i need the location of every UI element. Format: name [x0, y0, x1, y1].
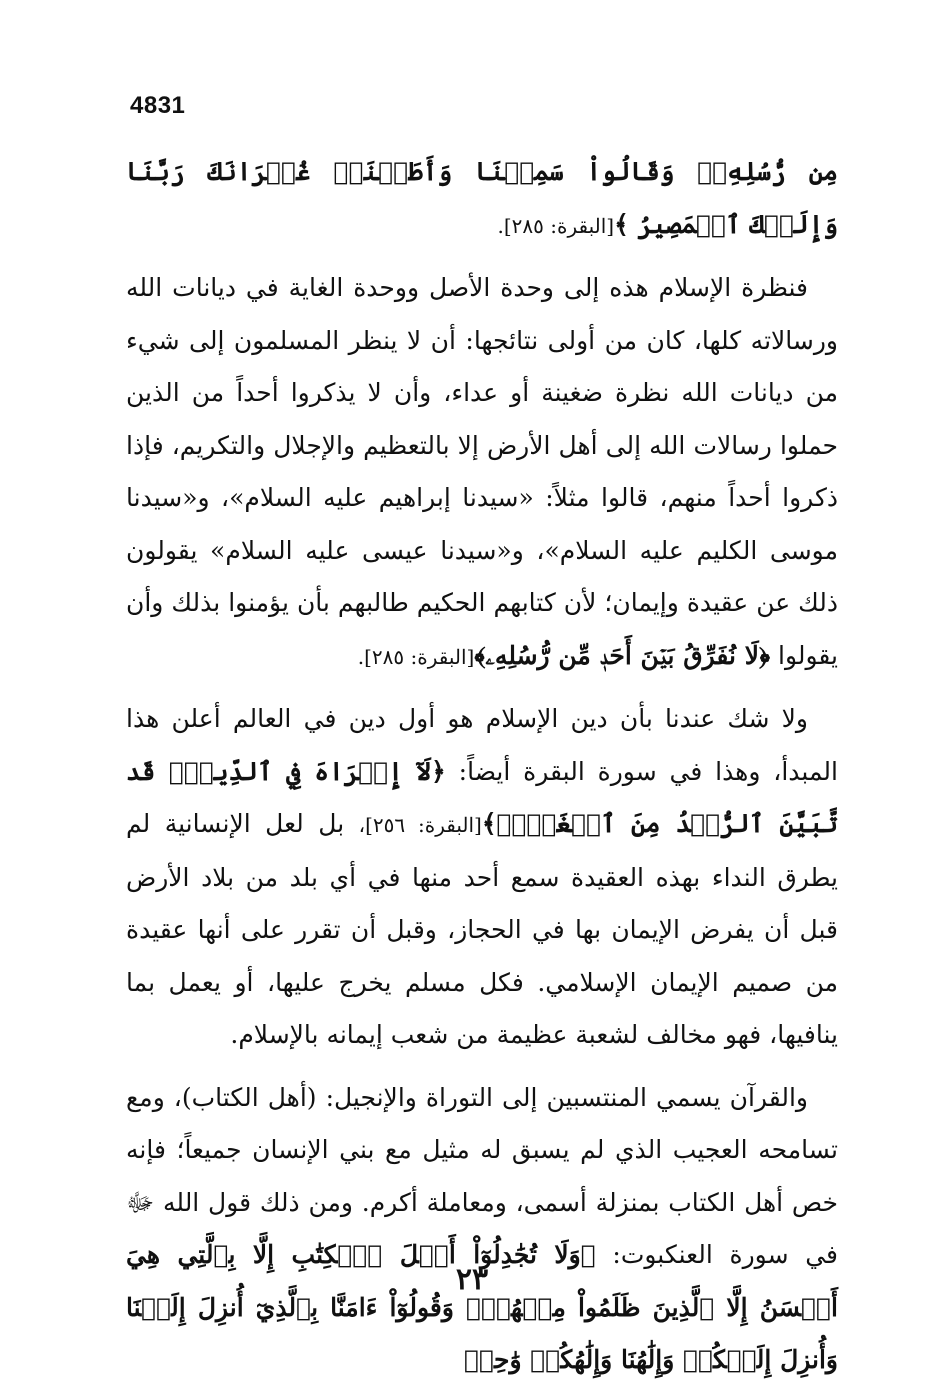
quran-verse: ﴿لَا نُفَرِّقُ بَيۡنَ أَحَدٖ مِّن رُّسُلِهِۦ﴾ [474, 640, 771, 670]
quran-verse: مِن رُّسُلِهِۦۚ وَقَالُواْ سَمِعۡنَا وَأَطَعۡنَاۖ غُفۡرَانَكَ رَبَّنَا وَإِلَيۡكَ ٱلۡمَصِيرُ ﴾ [126, 157, 838, 239]
paragraph-1 [126, 262, 838, 683]
paragraph-text: فنظرة الإسلام هذه إلى وحدة الأصل ووحدة الغاية في ديانات الله ورسالاته كلها، كان من أولى نتائجها: أن لا ينظر المسلمون إلى شيء من ديانات الله نظرة ضغينة أو عداء، وأن لا يذكروا أحداً من الذين حملوا رسالات الله إلى أهل الأرض إلا بالتعظيم والإجلال والتكريم، فإذا ذكروا أحداً منهم، قالوا مثلاً: «سيدنا إبراهيم عليه السلام»، و«سيدنا موسى الكليم عليه السلام»، و«سيدنا عيسى عليه السلام» يقولون ذلك عن عقيدة وإيمان؛ لأن كتابهم الحكيم طالبهم بأن يؤمنوا بذلك وأن يقولوا [126, 273, 838, 670]
paragraph-3 [126, 1072, 838, 1387]
paragraph-2 [126, 693, 838, 1062]
paragraph-verse-continuation [126, 146, 838, 252]
paragraph-text: بل لعل الإنسانية لم يطرق النداء بهذه العقيدة سمع أحد منها في أي بلد من بلاد الأرض قبل أن يفرض الإيمان بها في الحجاز، وقبل أن تقرر على أنها عقيدة من صميم الإيمان الإسلامي. فكل مسلم يخرج عليها، أو يعمل بما ينافيها، فهو مخالف لشعبة عظيمة من شعب إيمانه بالإسلام. [126, 809, 838, 1049]
page-id: 4831 [130, 92, 186, 119]
verse-reference: [البقرة: ٢٨٥]. [497, 213, 615, 238]
quran-verse: ﴿وَلَا تُجَٰدِلُوٓاْ أَهۡلَ ٱلۡكِتَٰبِ إِلَّا بِٱلَّتِي هِيَ أَحۡسَنُ إِلَّا ٱلَّذِينَ ظَلَمُواْ مِنۡهُمۡۖ وَقُولُوٓاْ ءَامَنَّا بِٱلَّذِيٓ أُنزِلَ إِلَيۡنَا وَأُنزِلَ إِلَيۡكُمۡ وَإِلَٰهُنَا وَإِلَٰهُكُمۡ وَٰحِدٞ [126, 1240, 838, 1374]
paragraph-text: ولا شك عندنا بأن دين الإسلام هو أول دين في العالم أعلن هذا المبدأ، وهذا في سورة البقرة أيضاً: [126, 704, 838, 786]
body-text [126, 146, 838, 1387]
page-number: ٢٣ [455, 1262, 489, 1297]
verse-reference: [البقرة: ٢٨٥]. [357, 644, 475, 669]
paragraph-text: والقرآن يسمي المنتسبين إلى التوراة والإنجيل: (أهل الكتاب)، ومع تسامحه العجيب الذي لم يسبق له مثيل مع بني الإنسان جميعاً؛ فإنه خص أهل الكتاب بمنزلة أسمى، ومعاملة أكرم. ومن ذلك قول الله ﷻ في سورة العنكبوت: [126, 1082, 839, 1269]
verse-reference: [البقرة: ٢٥٦]، [358, 813, 482, 837]
quran-verse: ﴿لَآ إِكۡرَاهَ فِي ٱلدِّينِۖ قَد تَّبَيَّنَ ٱلرُّشۡدُ مِنَ ٱلۡغَيِّۚ﴾ [126, 756, 838, 838]
